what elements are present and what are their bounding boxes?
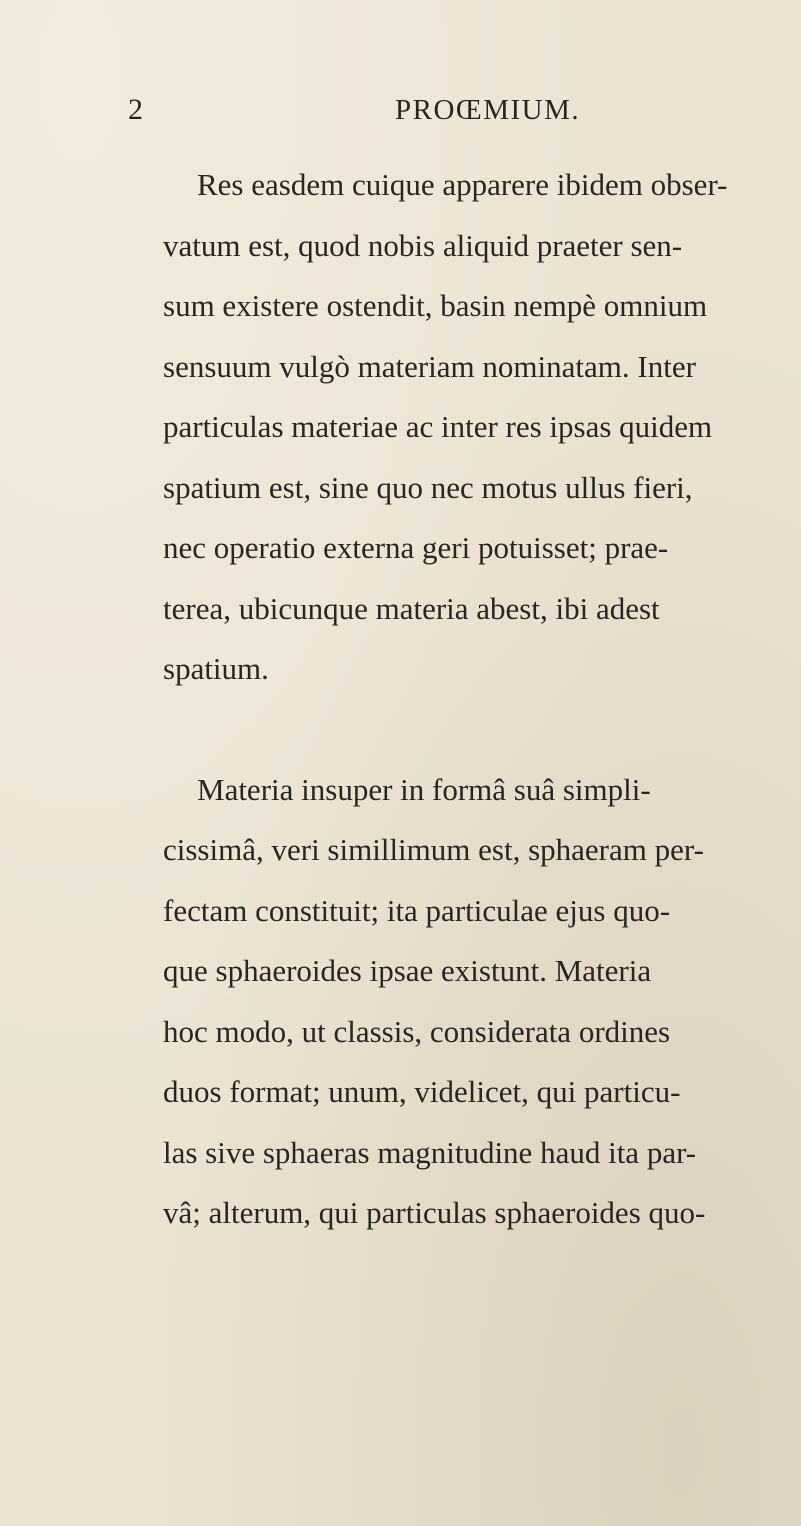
- page-heading: PROŒMIUM.: [395, 94, 581, 126]
- text-line: terea, ubicunque materia abest, ibi adest: [163, 590, 660, 626]
- text-line: spatium est, sine quo nec motus ullus fieri,: [163, 469, 693, 505]
- text-line: Materia insuper in formâ suâ simpli-: [197, 771, 651, 807]
- body-text: [163, 155, 793, 1244]
- text-line: sum existere ostendit, basin nempè omnium: [163, 288, 708, 323]
- text-line: cissimâ, veri simillimum est, sphaeram per-: [163, 832, 704, 867]
- text-line: vatum est, quod nobis aliquid praeter sen-: [163, 227, 683, 263]
- text-line: Res easdem cuique apparere ibidem obser-: [197, 167, 728, 202]
- text-line: duos format; unum, videlicet, qui particu-: [163, 1074, 681, 1109]
- text-line: sensuum vulgò materiam nominatam. Inter: [163, 348, 696, 384]
- text-line: hoc modo, ut classis, considerata ordines: [163, 1013, 671, 1049]
- text-line: fectam constituit; ita particulae ejus quo-: [163, 892, 671, 928]
- text-line: particulas materiae ac inter res ipsas quidem: [163, 409, 713, 444]
- text-line: vâ; alterum, qui particulas sphaeroides quo-: [163, 1195, 706, 1230]
- running-head: [0, 90, 801, 130]
- text-line: spatium.: [163, 651, 269, 686]
- text-line: las sive sphaeras magnitudine haud ita par-: [163, 1134, 697, 1170]
- paragraph-gap: [163, 700, 793, 760]
- page-number: 2: [128, 93, 144, 126]
- text-line: que sphaeroides ipsae existunt. Materia: [163, 953, 652, 988]
- text-line: nec operatio externa geri potuisset; prae-: [163, 530, 669, 565]
- paragraph-2: [163, 760, 793, 1244]
- paragraph-1: [163, 155, 793, 700]
